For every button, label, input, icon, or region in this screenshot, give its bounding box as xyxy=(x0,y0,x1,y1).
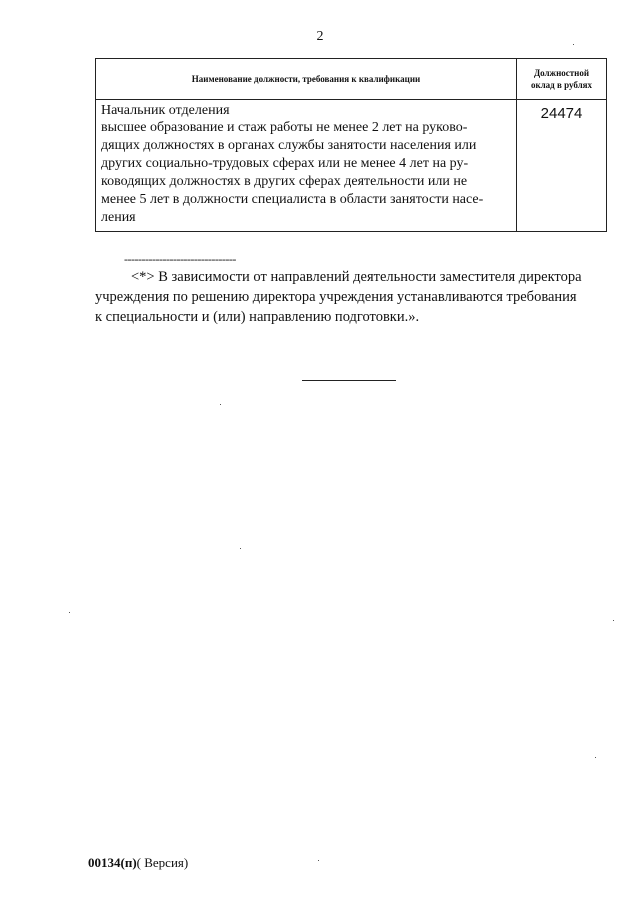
scan-speck xyxy=(573,44,574,45)
header-salary-line2: оклад в рублях xyxy=(530,80,593,90)
footnote xyxy=(95,267,609,327)
scan-speck xyxy=(69,612,70,613)
requirements-line: других социально-трудовых сферах или не менее 4 лет на ру- xyxy=(101,156,469,171)
requirements-line: ководящих должностях в других сферах деятельности или не xyxy=(101,174,468,189)
requirements-line: высшее образование и стаж работы не менее 2 лет на руково- xyxy=(101,120,468,135)
document-code xyxy=(88,855,188,871)
footnote-line: <*> В зависимости от направлений деятельности заместителя директора xyxy=(131,269,582,285)
footnote-line: к специальности и (или) направлению подготовки.». xyxy=(95,309,420,325)
table-row-divider xyxy=(96,99,606,100)
header-position-requirements: Наименование должности, требования к квалификации xyxy=(191,74,421,84)
document-code-version: ( Версия) xyxy=(136,855,189,870)
requirements-line: ления xyxy=(101,210,136,225)
footnote-line: учреждения по решению директора учреждения устанавливаются требования xyxy=(95,289,577,305)
salary-value: 24474 xyxy=(540,105,583,122)
scan-speck xyxy=(318,860,319,861)
scan-speck xyxy=(240,548,241,549)
requirements-line: менее 5 лет в должности специалиста в области занятости насе- xyxy=(101,192,484,207)
scan-speck xyxy=(595,757,596,758)
header-salary-line1: Должностной xyxy=(533,68,590,78)
requirements-line: дящих должностях в органах службы занятости населения или xyxy=(101,138,477,153)
header-salary xyxy=(517,59,606,99)
scan-speck xyxy=(613,620,614,621)
end-of-text-rule xyxy=(302,380,396,381)
position-title: Начальник отделения xyxy=(101,103,230,118)
footnote-separator: -------------------------------- xyxy=(124,252,236,266)
page-number: 2 xyxy=(316,29,324,44)
position-salary-table xyxy=(95,58,607,232)
position-requirements xyxy=(101,119,513,227)
document-code-number: 00134(п) xyxy=(88,855,137,870)
scan-speck xyxy=(220,404,221,405)
